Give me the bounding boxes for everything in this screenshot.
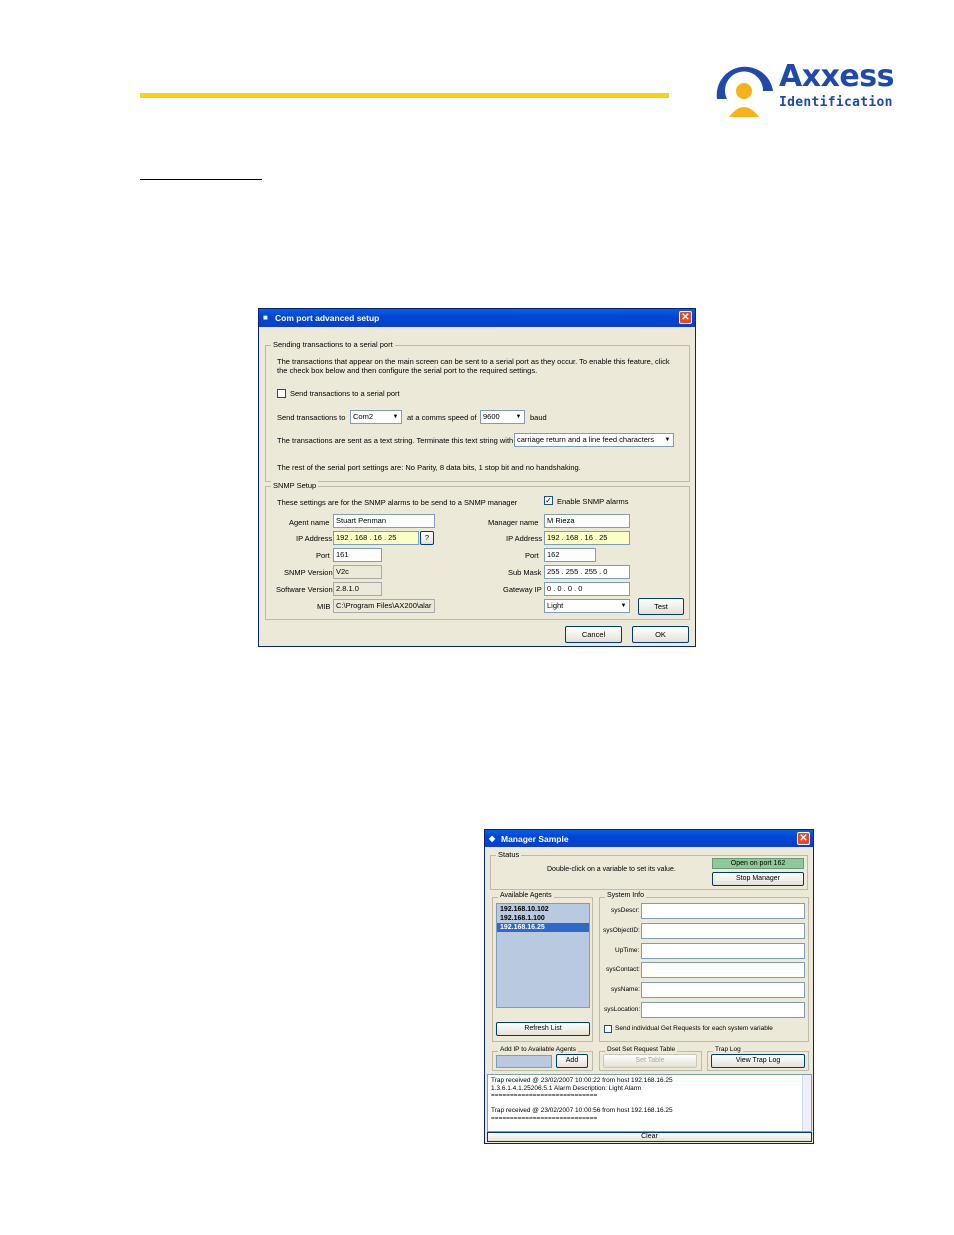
clear-button[interactable]: Clear	[487, 1132, 812, 1142]
serial-desc-2: the check box below and then configure the serial port to the required settings.	[277, 366, 538, 375]
dset-legend: Dset Set Request Table	[607, 1046, 676, 1053]
snmp-version-field: V2c	[333, 565, 382, 579]
serial-desc-1: The transactions that appear on the main screen can be sent to a serial port as they occur. To enable this feature, click	[277, 357, 670, 366]
chevron-down-icon[interactable]: ▼	[390, 411, 401, 423]
trap-log-output[interactable]	[487, 1074, 812, 1132]
sysname-label: sysName:	[611, 986, 640, 993]
agent-port-field[interactable]: 161	[333, 548, 382, 562]
logo-person-icon	[713, 55, 777, 119]
snmp-group-legend: SNMP Setup	[273, 481, 317, 490]
serial-group-legend: Sending transactions to a serial port	[273, 340, 393, 349]
baud-label: baud	[530, 413, 547, 422]
enable-snmp-label: Enable SNMP alarms	[557, 497, 629, 506]
submask-label: Sub Mask	[508, 568, 542, 577]
view-trap-log-button[interactable]: View Trap Log	[711, 1054, 805, 1068]
manager-name-label: Manager name	[488, 518, 539, 527]
sysdescr-field[interactable]	[641, 903, 805, 919]
sysdescr-label: sysDescr:	[611, 907, 640, 914]
com-port-select[interactable]	[350, 410, 402, 424]
axxess-logo	[713, 55, 893, 120]
log-line	[491, 1100, 808, 1108]
logo-sub: Identification	[779, 95, 893, 110]
chevron-down-icon[interactable]: ▼	[662, 434, 673, 446]
log-line: Trap received @ 23/02/2007 10:00:22 from host 192.168.16.25	[491, 1077, 673, 1084]
manager-port-field[interactable]: 162	[544, 548, 596, 562]
add-ip-legend: Add IP to Available Agents	[500, 1046, 577, 1053]
terminate-label: The transactions are sent as a text string. Terminate this text string with	[277, 436, 514, 445]
manager-title: Manager Sample	[501, 834, 569, 844]
log-line: 1.3.6.1.4.1.25206.5.1 Alarm Description: Light Alarm	[491, 1084, 642, 1092]
enable-snmp-checkbox[interactable]: ✓	[545, 496, 552, 505]
traplog-legend: Trap Log	[715, 1046, 741, 1053]
syslocation-field[interactable]	[641, 1002, 805, 1018]
agents-list[interactable]	[496, 903, 590, 1008]
sysobjectid-label: sysObjectID:	[603, 927, 640, 934]
logo-brand: Axxess	[779, 59, 894, 94]
send-to-label: Send transactions to	[277, 413, 346, 422]
software-version-label: Software Version	[276, 585, 333, 594]
snmp-version-label: SNMP Version	[284, 568, 333, 577]
level-select[interactable]	[544, 599, 630, 613]
gateway-field[interactable]: 0 . 0 . 0 . 0	[544, 582, 630, 596]
uptime-label: UpTime:	[615, 947, 640, 954]
dialog-titlebar	[259, 309, 695, 327]
syscontact-label: sysContact:	[606, 966, 640, 973]
sysobjectid-field[interactable]	[641, 923, 805, 939]
agent-name-field[interactable]: Stuart Penman	[333, 514, 435, 528]
manager-name-field[interactable]: M Rieza	[544, 514, 630, 528]
dialog-title: Com port advanced setup	[275, 313, 380, 323]
mib-field: C:\Program Files\AX200\alar	[333, 599, 435, 613]
sysname-field[interactable]	[641, 982, 805, 998]
header-yellow-rule	[140, 93, 669, 98]
syscontact-field[interactable]	[641, 962, 805, 978]
submask-field[interactable]: 255 . 255 . 255 . 0	[544, 565, 630, 579]
log-line: ============================	[491, 1114, 598, 1122]
agent-name-label: Agent name	[289, 518, 330, 527]
speed-label: at a comms speed of	[407, 413, 477, 422]
manager-window	[484, 829, 814, 1144]
level-value: Light	[547, 601, 564, 610]
manager-ip-field[interactable]: 192 . 168 . 16 . 25	[544, 531, 630, 545]
terminate-select[interactable]	[514, 433, 674, 447]
status-hint: Double-click on a variable to set its value.	[547, 866, 676, 873]
status-legend: Status	[498, 850, 520, 859]
com-port-value: Com2	[353, 412, 374, 421]
refresh-list-button[interactable]: Refresh List	[496, 1022, 590, 1036]
stop-manager-button[interactable]: Stop Manager	[712, 872, 804, 886]
add-button[interactable]: Add	[556, 1054, 588, 1068]
log-line: Trap received @ 23/02/2007 10:00:56 from host 192.168.16.25	[491, 1107, 673, 1114]
send-individual-label: Send individual Get Requests for each system variable	[615, 1025, 773, 1032]
app-icon: ■	[263, 313, 268, 322]
syslocation-label: sysLocation:	[604, 1006, 641, 1013]
agent-ip-field[interactable]: 192 . 168 . 16 . 25	[333, 531, 419, 545]
send-serial-label: Send transactions to a serial port	[290, 389, 400, 398]
ip-help-button[interactable]: ?	[420, 531, 434, 545]
set-table-button[interactable]: Set Table	[603, 1054, 697, 1068]
cancel-button[interactable]: Cancel	[565, 626, 622, 643]
gateway-label: Gateway IP	[503, 585, 542, 594]
sysinfo-legend: System Info	[607, 892, 644, 899]
section-underline	[140, 179, 262, 180]
test-button[interactable]: Test	[638, 598, 684, 615]
manager-ip-label: IP Address	[506, 534, 543, 543]
agent-item-selected[interactable]: 192.168.16.25	[497, 923, 589, 932]
agent-item[interactable]: 192.168.1.100	[500, 915, 545, 922]
mib-label: MIB	[317, 602, 331, 611]
speed-select[interactable]	[480, 410, 525, 424]
add-ip-field[interactable]	[496, 1055, 552, 1068]
software-version-field: 2.8.1.0	[333, 582, 382, 596]
send-serial-checkbox[interactable]	[277, 389, 286, 398]
snmp-note: These settings are for the SNMP alarms to be send to a SNMP manager	[277, 498, 518, 507]
agent-ip-label: IP Address	[296, 534, 333, 543]
manager-port-label: Port	[525, 551, 539, 560]
manager-titlebar	[485, 830, 813, 847]
agents-legend: Available Agents	[500, 892, 552, 899]
agent-port-label: Port	[316, 551, 330, 560]
com-port-dialog	[258, 308, 696, 647]
send-individual-checkbox[interactable]	[604, 1025, 612, 1033]
open-port-indicator: Open on port 162	[712, 858, 804, 869]
rest-note: The rest of the serial port settings are: No Parity, 8 data bits, 1 stop bit and no handshaking.	[277, 463, 581, 472]
uptime-field[interactable]	[641, 943, 805, 959]
log-line: ============================	[491, 1092, 598, 1099]
close-icon[interactable]: ✕	[797, 832, 810, 845]
log-scrollbar[interactable]	[802, 1075, 811, 1131]
agent-item[interactable]: 192.168.10.102	[500, 906, 549, 913]
ok-button[interactable]: OK	[632, 626, 689, 643]
chevron-down-icon[interactable]: ▼	[618, 600, 629, 612]
close-icon[interactable]: ✕	[679, 311, 692, 324]
terminate-value: carriage return and a line feed characters	[517, 435, 655, 444]
speed-value: 9600	[483, 412, 500, 421]
app-icon: ◆	[489, 834, 496, 843]
chevron-down-icon[interactable]: ▼	[513, 411, 524, 423]
